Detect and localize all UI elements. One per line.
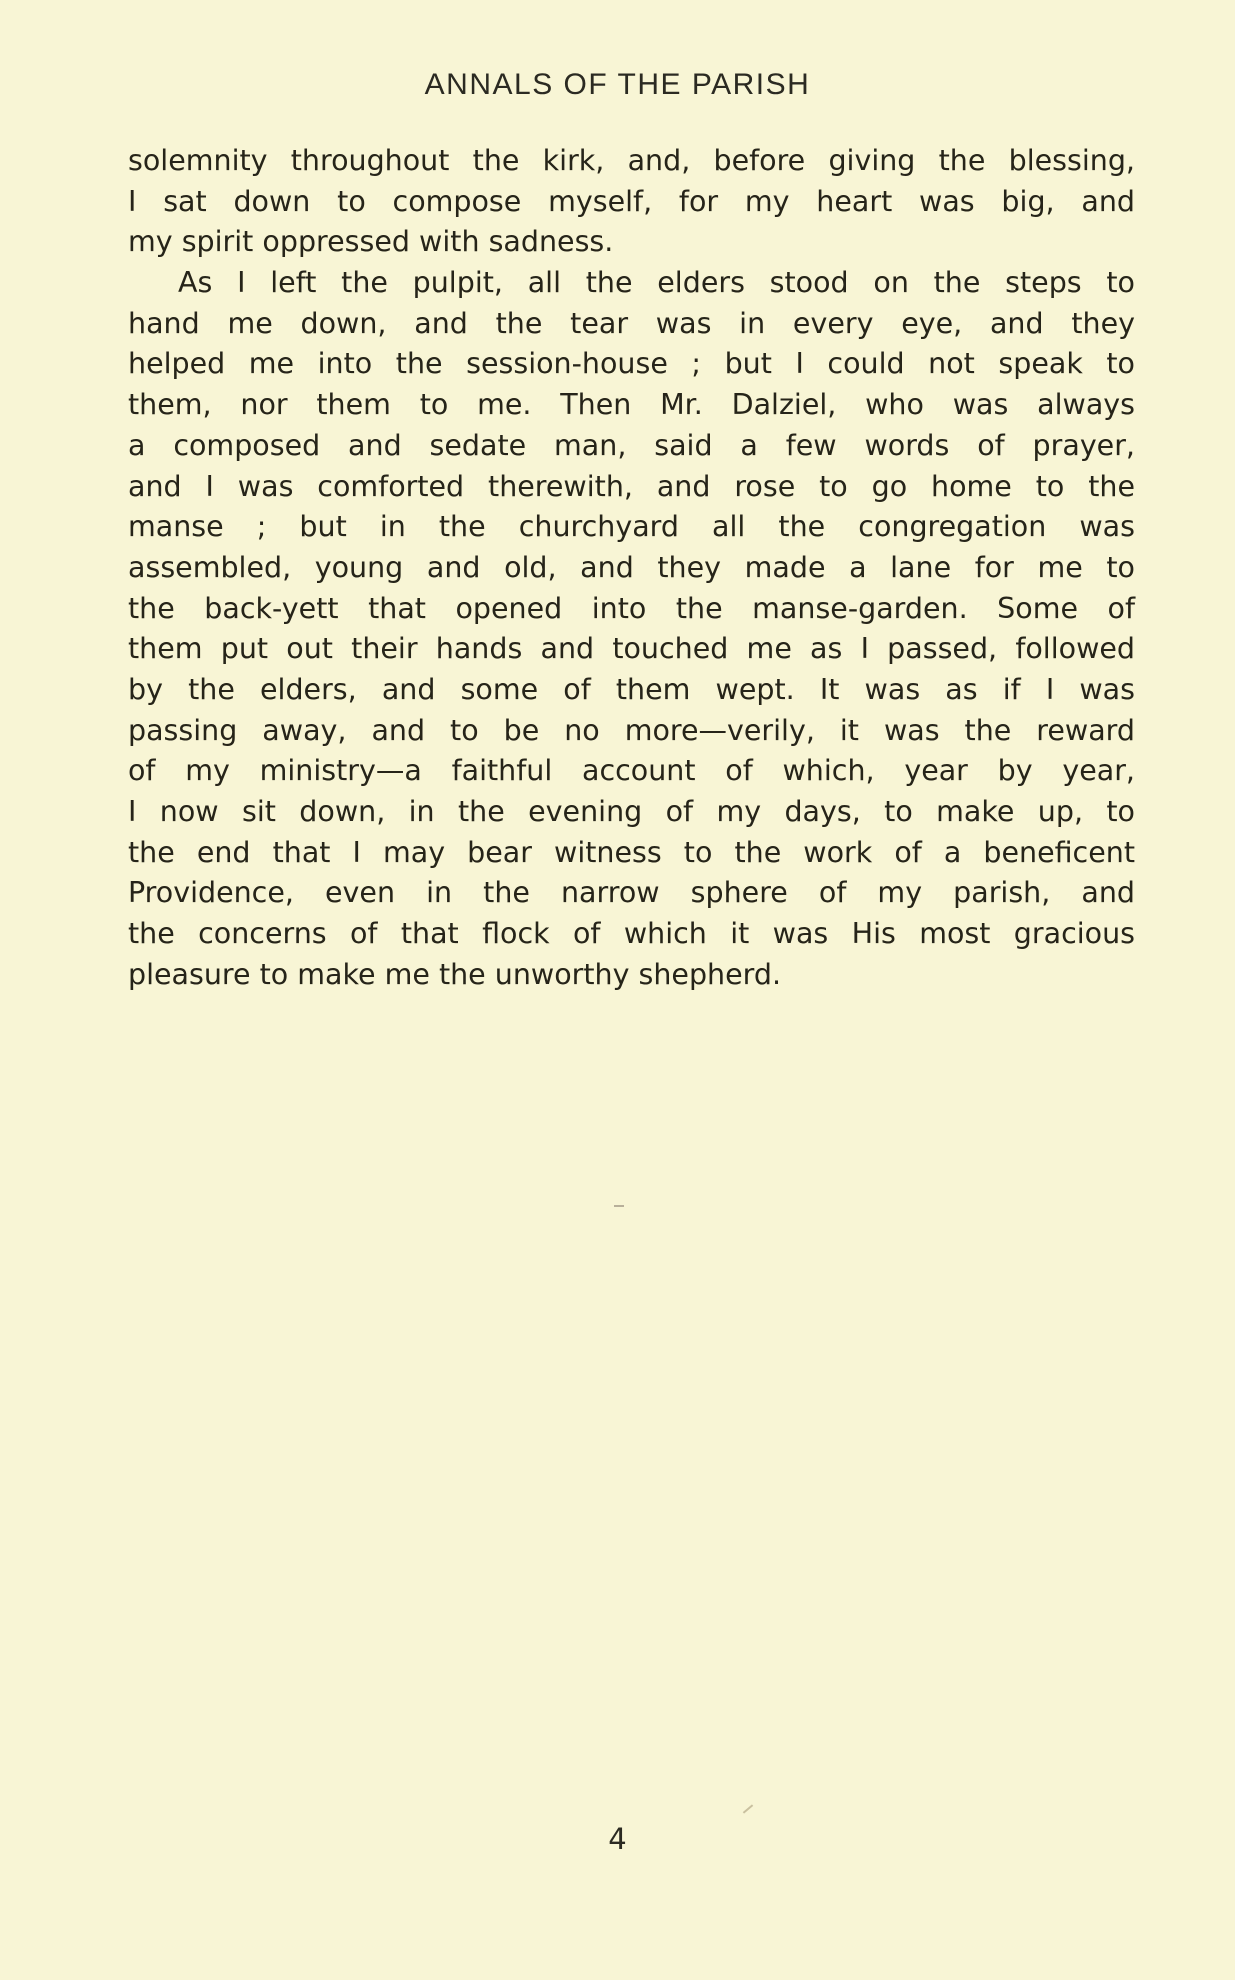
- text-line: and I was comforted therewith, and rose to go home to the: [128, 469, 1135, 503]
- text-line: passing away, and to be no more—verily, it was the reward: [128, 713, 1135, 747]
- body-text: [128, 141, 1135, 995]
- text-line: pleasure to make me the unworthy shepherd.: [128, 957, 782, 991]
- paragraph-1: [128, 141, 1135, 263]
- text-line: the back-yett that opened into the manse-garden. Some of: [128, 591, 1135, 625]
- paper-speck: [614, 1205, 624, 1207]
- paragraph-2: [128, 263, 1135, 995]
- running-head: ANNALS OF THE PARISH: [424, 68, 811, 101]
- text-line: them put out their hands and touched me as I passed, followed: [128, 632, 1135, 666]
- text-line: manse ; but in the churchyard all the congregation was: [128, 510, 1135, 544]
- text-line: a composed and sedate man, said a few words of prayer,: [128, 428, 1135, 462]
- page-number: 4: [608, 1822, 627, 1856]
- text-line: assembled, young and old, and they made a lane for me to: [128, 550, 1135, 584]
- text-line: I now sit down, in the evening of my days, to make up, to: [128, 795, 1135, 828]
- text-line: solemnity throughout the kirk, and, before giving the blessing,: [128, 144, 1135, 177]
- text-line: I sat down to compose myself, for my heart was big, and: [128, 184, 1135, 218]
- text-line: the concerns of that flock of which it was His most gracious: [128, 917, 1135, 951]
- text-line: As I left the pulpit, all the elders stood on the steps to: [178, 266, 1135, 300]
- text-line: by the elders, and some of them wept. It was as if I was: [128, 672, 1135, 706]
- text-line: of my ministry—a faithful account of which, year by year,: [128, 754, 1135, 788]
- text-line: helped me into the session-house ; but I could not speak to: [128, 347, 1135, 381]
- paper-speck: [743, 1804, 753, 1813]
- text-line: my spirit oppressed with sadness.: [128, 225, 614, 259]
- text-line: Providence, even in the narrow sphere of my parish, and: [128, 876, 1135, 910]
- text-line: hand me down, and the tear was in every eye, and they: [128, 306, 1135, 340]
- text-line: the end that I may bear witness to the work of a beneficent: [128, 835, 1135, 869]
- text-line: them, nor them to me. Then Mr. Dalziel, who was always: [128, 388, 1135, 422]
